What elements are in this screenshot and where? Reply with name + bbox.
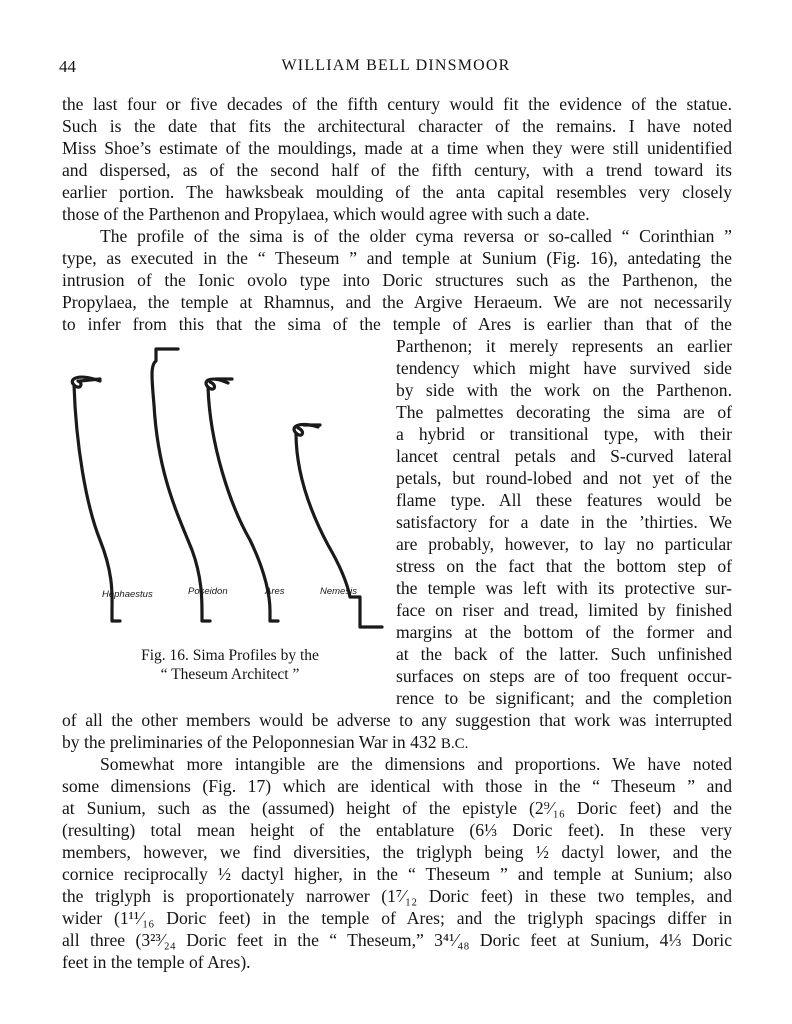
body-line: (resulting) total mean height of the entablature (6⅓ Doric feet). In these very bbox=[62, 820, 732, 840]
label-hephaestus: Hephaestus bbox=[102, 589, 153, 600]
wrap-line: surfaces on steps are of too frequent occur- bbox=[396, 666, 732, 686]
wrap-line: rence to be significant; and the completion bbox=[396, 688, 732, 708]
page-header bbox=[59, 57, 733, 81]
poseidon-profile bbox=[152, 349, 210, 621]
body-line: some dimensions (Fig. 17) which are identical with those in the “ Theseum ” and bbox=[62, 776, 732, 796]
wrap-line: stress on the fact that the bottom step of bbox=[396, 556, 732, 576]
body-line: members, however, we find diversities, the triglyph being ½ dactyl lower, and the bbox=[62, 842, 732, 862]
era-abbrev: B.C. bbox=[440, 736, 469, 752]
label-poseidon: Poseidon bbox=[188, 586, 228, 597]
hephaestus-profile bbox=[72, 377, 120, 621]
wrap-line: margins at the bottom of the former and bbox=[396, 622, 732, 642]
wrap-line: flame type. All these features would be bbox=[396, 490, 732, 510]
body-line: type, as executed in the “ Theseum ” and temple at Sunium (Fig. 16), antedating the bbox=[62, 248, 732, 268]
label-ares: Ares bbox=[265, 586, 285, 597]
wrap-line: face on riser and tread, limited by finished bbox=[396, 600, 732, 620]
body-line: Propylaea, the temple at Rhamnus, and the Argive Heraeum. We are not necessarily bbox=[62, 292, 732, 312]
body-line: Miss Shoe’s estimate of the mouldings, made at a time when they were still unidentified bbox=[62, 138, 732, 158]
body-line: of all the other members would be adverse to any suggestion that work was interrupted bbox=[62, 710, 732, 730]
body-line: those of the Parthenon and Propylaea, which would agree with such a date. bbox=[62, 204, 590, 224]
war-line-text: by the preliminaries of the Peloponnesian War in 432 bbox=[62, 732, 437, 752]
wrap-line: a hybrid or transitional type, with their bbox=[396, 424, 732, 444]
figure-caption bbox=[100, 646, 360, 684]
wrap-line: The palmettes decorating the sima are of bbox=[396, 402, 732, 422]
body-line: all three (3²³⁄₂₄ Doric feet in the “ Theseum,” 3⁴¹⁄₄₈ Doric feet at Sunium, 4⅓ Doric bbox=[62, 930, 732, 950]
wrap-line: lancet central petals and S-curved lateral bbox=[396, 446, 732, 466]
wrap-line: petals, but round-lobed and not yet of the bbox=[396, 468, 732, 488]
wrap-line: tendency which might have survived side bbox=[396, 358, 732, 378]
body-line: The profile of the sima is of the older cyma reversa or so-called “ Corinthian ” bbox=[100, 226, 732, 246]
body-line: and dispersed, as of the second half of the fifth century, with a trend toward its bbox=[62, 160, 732, 180]
body-line: intrusion of the Ionic ovolo type into Doric structures such as the Parthenon, the bbox=[62, 270, 732, 290]
sima-profiles-figure bbox=[60, 335, 390, 695]
wrap-line: Parthenon; it merely represents an earlier bbox=[396, 336, 732, 356]
wrap-line: are probably, however, to lay no particular bbox=[396, 534, 732, 554]
body-line: earlier portion. The hawksbeak moulding of the anta capital resembles very closely bbox=[62, 182, 732, 202]
body-line: the triglyph is proportionately narrower (1⁷⁄₁₂ Doric feet) in these two temples, and bbox=[62, 886, 732, 906]
caption-line-2: “ Theseum Architect ” bbox=[160, 666, 300, 683]
body-line: feet in the temple of Ares). bbox=[62, 952, 251, 972]
body-line: cornice reciprocally ½ dactyl higher, in the “ Theseum ” and temple at Sunium; also bbox=[62, 864, 732, 884]
wrap-line: the temple was left with its protective sur- bbox=[396, 578, 732, 598]
page-number: 44 bbox=[59, 57, 76, 76]
body-line: to infer from this that the sima of the temple of Ares is earlier than that of the bbox=[62, 314, 732, 334]
body-line: the last four or five decades of the fifth century would fit the evidence of the statue. bbox=[62, 94, 732, 114]
caption-line-1: Fig. 16. Sima Profiles by the bbox=[141, 647, 319, 664]
ares-profile bbox=[206, 379, 278, 621]
body-line: Such is the date that fits the architectural character of the remains. I have noted bbox=[62, 116, 732, 136]
label-nemesis: Nemesis bbox=[320, 586, 357, 597]
running-head: WILLIAM BELL DINSMOOR bbox=[281, 57, 511, 74]
body-line bbox=[62, 732, 732, 755]
wrap-line: satisfactory for a date in the ’thirties. We bbox=[396, 512, 732, 532]
body-line: Somewhat more intangible are the dimensions and proportions. We have noted bbox=[100, 754, 732, 774]
wrap-line: by side with the work on the Parthenon. bbox=[396, 380, 732, 400]
body-line: wider (1¹¹⁄₁₆ Doric feet) in the temple of Ares; and the triglyph spacings differ in bbox=[62, 908, 732, 928]
wrap-line: at the back of the latter. Such unfinished bbox=[396, 644, 732, 664]
body-line: at Sunium, such as the (assumed) height of the epistyle (2⁹⁄₁₆ Doric feet) and the bbox=[62, 798, 732, 818]
